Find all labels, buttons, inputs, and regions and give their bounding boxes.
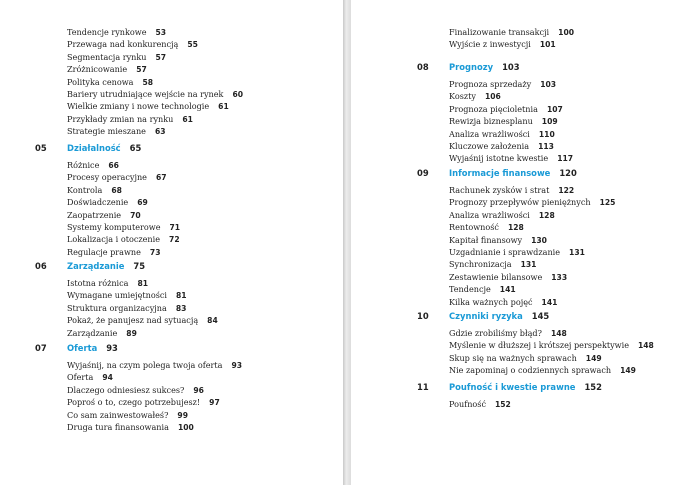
toc-entry[interactable]: Rachunek zysków i strat 122 bbox=[449, 185, 575, 195]
toc-entry[interactable]: Prognoza pięcioletnia 107 bbox=[449, 103, 563, 114]
toc-entry[interactable]: Struktura organizacyjna 83 bbox=[67, 302, 187, 313]
toc-entry[interactable]: Poproś o to, czego potrzebujesz! 97 bbox=[67, 397, 220, 408]
toc-entry[interactable]: Regulacje prawne 73 bbox=[67, 246, 161, 257]
toc-entry[interactable]: Strategie mieszane 63 bbox=[67, 126, 166, 137]
toc-continuation-right bbox=[449, 27, 574, 52]
toc-entry[interactable]: Wyjaśnij istotne kwestie 117 bbox=[449, 153, 574, 164]
toc-chapter-07 bbox=[35, 343, 242, 434]
chapter-heading[interactable]: 08 Prognozy 103 bbox=[417, 62, 520, 72]
toc-entry[interactable]: Tendencje 141 bbox=[449, 284, 516, 295]
toc-entry[interactable]: Zaopatrzenie 70 bbox=[67, 209, 141, 220]
toc-entry[interactable]: Zróżnicowanie 57 bbox=[67, 64, 147, 75]
toc-entry[interactable]: Myślenie w dłuższej i krótszej perspektywie 148 bbox=[449, 340, 654, 351]
book-gutter bbox=[343, 0, 351, 485]
toc-entry[interactable]: Kontrola 68 bbox=[67, 184, 122, 195]
toc-entry[interactable]: Procesy operacyjne 67 bbox=[67, 172, 167, 183]
toc-entry[interactable]: Co sam zainwestowałeś? 99 bbox=[67, 409, 188, 420]
toc-chapter-10 bbox=[417, 311, 654, 378]
toc-entry[interactable]: Polityka cenowa 58 bbox=[67, 76, 154, 87]
toc-entry[interactable]: Rentowność 128 bbox=[449, 222, 524, 233]
toc-chapter-11 bbox=[417, 382, 602, 411]
toc-entry[interactable]: Różnice 66 bbox=[67, 160, 119, 170]
chapter-heading[interactable]: 05 Działalność 65 bbox=[35, 143, 142, 153]
toc-entry[interactable]: Pokaż, że panujesz nad sytuacją 84 bbox=[67, 315, 218, 326]
toc-entry[interactable]: Systemy komputerowe 71 bbox=[67, 221, 181, 232]
toc-entry[interactable]: Prognozy przepływów pieniężnych 125 bbox=[449, 197, 616, 208]
toc-entry[interactable]: Druga tura finansowania 100 bbox=[67, 421, 194, 432]
toc-entry[interactable]: Oferta 94 bbox=[67, 372, 113, 383]
toc-entry[interactable]: Doświadczenie 69 bbox=[67, 197, 148, 208]
toc-entry[interactable]: Segmentacja rynku 57 bbox=[67, 51, 167, 62]
toc-entry[interactable]: Koszty 106 bbox=[449, 91, 501, 102]
toc-entry[interactable]: Rewizja biznesplanu 109 bbox=[449, 116, 558, 127]
toc-entry[interactable]: Prognoza sprzedaży 103 bbox=[449, 79, 557, 89]
toc-entry[interactable]: Wymagane umiejętności 81 bbox=[67, 290, 187, 301]
toc-entry[interactable]: Istotna różnica 81 bbox=[67, 278, 149, 288]
toc-chapter-06 bbox=[35, 261, 218, 340]
toc-entry[interactable]: Zarządzanie 89 bbox=[67, 327, 137, 338]
toc-entry[interactable]: Kluczowe założenia 113 bbox=[449, 140, 554, 151]
right-page bbox=[351, 0, 700, 485]
left-page bbox=[0, 0, 343, 485]
toc-continuation-left bbox=[67, 27, 243, 139]
toc-entry[interactable]: Przewaga nad konkurencją 55 bbox=[67, 39, 198, 50]
toc-entry[interactable]: Wielkie zmiany i nowe technologie 61 bbox=[67, 101, 229, 112]
toc-entry[interactable]: Gdzie zrobiliśmy błąd? 148 bbox=[449, 328, 567, 338]
toc-entry[interactable]: Nie zapominaj o codziennych sprawach 149 bbox=[449, 365, 636, 376]
chapter-heading[interactable]: 06 Zarządzanie 75 bbox=[35, 261, 146, 271]
toc-entry[interactable]: Synchronizacja 131 bbox=[449, 259, 537, 270]
toc-chapter-05 bbox=[35, 143, 180, 259]
toc-entry[interactable]: Bariery utrudniające wejście na rynek 60 bbox=[67, 88, 244, 99]
toc-entry[interactable]: Wyjście z inwestycji 101 bbox=[449, 39, 556, 50]
chapter-heading[interactable]: 11 Poufność i kwestie prawne 152 bbox=[417, 382, 602, 392]
toc-entry[interactable]: Finalizowanie transakcji 100 bbox=[449, 27, 575, 37]
toc-entry[interactable]: Kapitał finansowy 130 bbox=[449, 234, 547, 245]
toc-entry[interactable]: Analiza wrażliwości 110 bbox=[449, 128, 555, 139]
toc-entry[interactable]: Zestawienie bilansowe 133 bbox=[449, 271, 568, 282]
chapter-heading[interactable]: 07 Oferta 93 bbox=[35, 343, 118, 353]
toc-entry[interactable]: Poufność 152 bbox=[449, 399, 511, 409]
toc-chapter-09 bbox=[417, 168, 615, 309]
toc-entry[interactable]: Dlaczego odniesiesz sukces? 96 bbox=[67, 384, 204, 395]
chapter-heading[interactable]: 09 Informacje finansowe 120 bbox=[417, 168, 577, 178]
toc-entry[interactable]: Analiza wrażliwości 128 bbox=[449, 209, 555, 220]
toc-entry[interactable]: Tendencje rynkowe 53 bbox=[67, 27, 167, 37]
toc-entry[interactable]: Uzgadnianie i sprawdzanie 131 bbox=[449, 246, 585, 257]
toc-chapter-08 bbox=[417, 62, 573, 166]
chapter-heading[interactable]: 10 Czynniki ryzyka 145 bbox=[417, 311, 550, 321]
toc-entry[interactable]: Kilka ważnych pojęć 141 bbox=[449, 296, 558, 307]
toc-entry[interactable]: Lokalizacja i otoczenie 72 bbox=[67, 234, 180, 245]
toc-entry[interactable]: Wyjaśnij, na czym polega twoja oferta 93 bbox=[67, 360, 243, 370]
toc-entry[interactable]: Przykłady zmian na rynku 61 bbox=[67, 113, 193, 124]
toc-entry[interactable]: Skup się na ważnych sprawach 149 bbox=[449, 352, 602, 363]
